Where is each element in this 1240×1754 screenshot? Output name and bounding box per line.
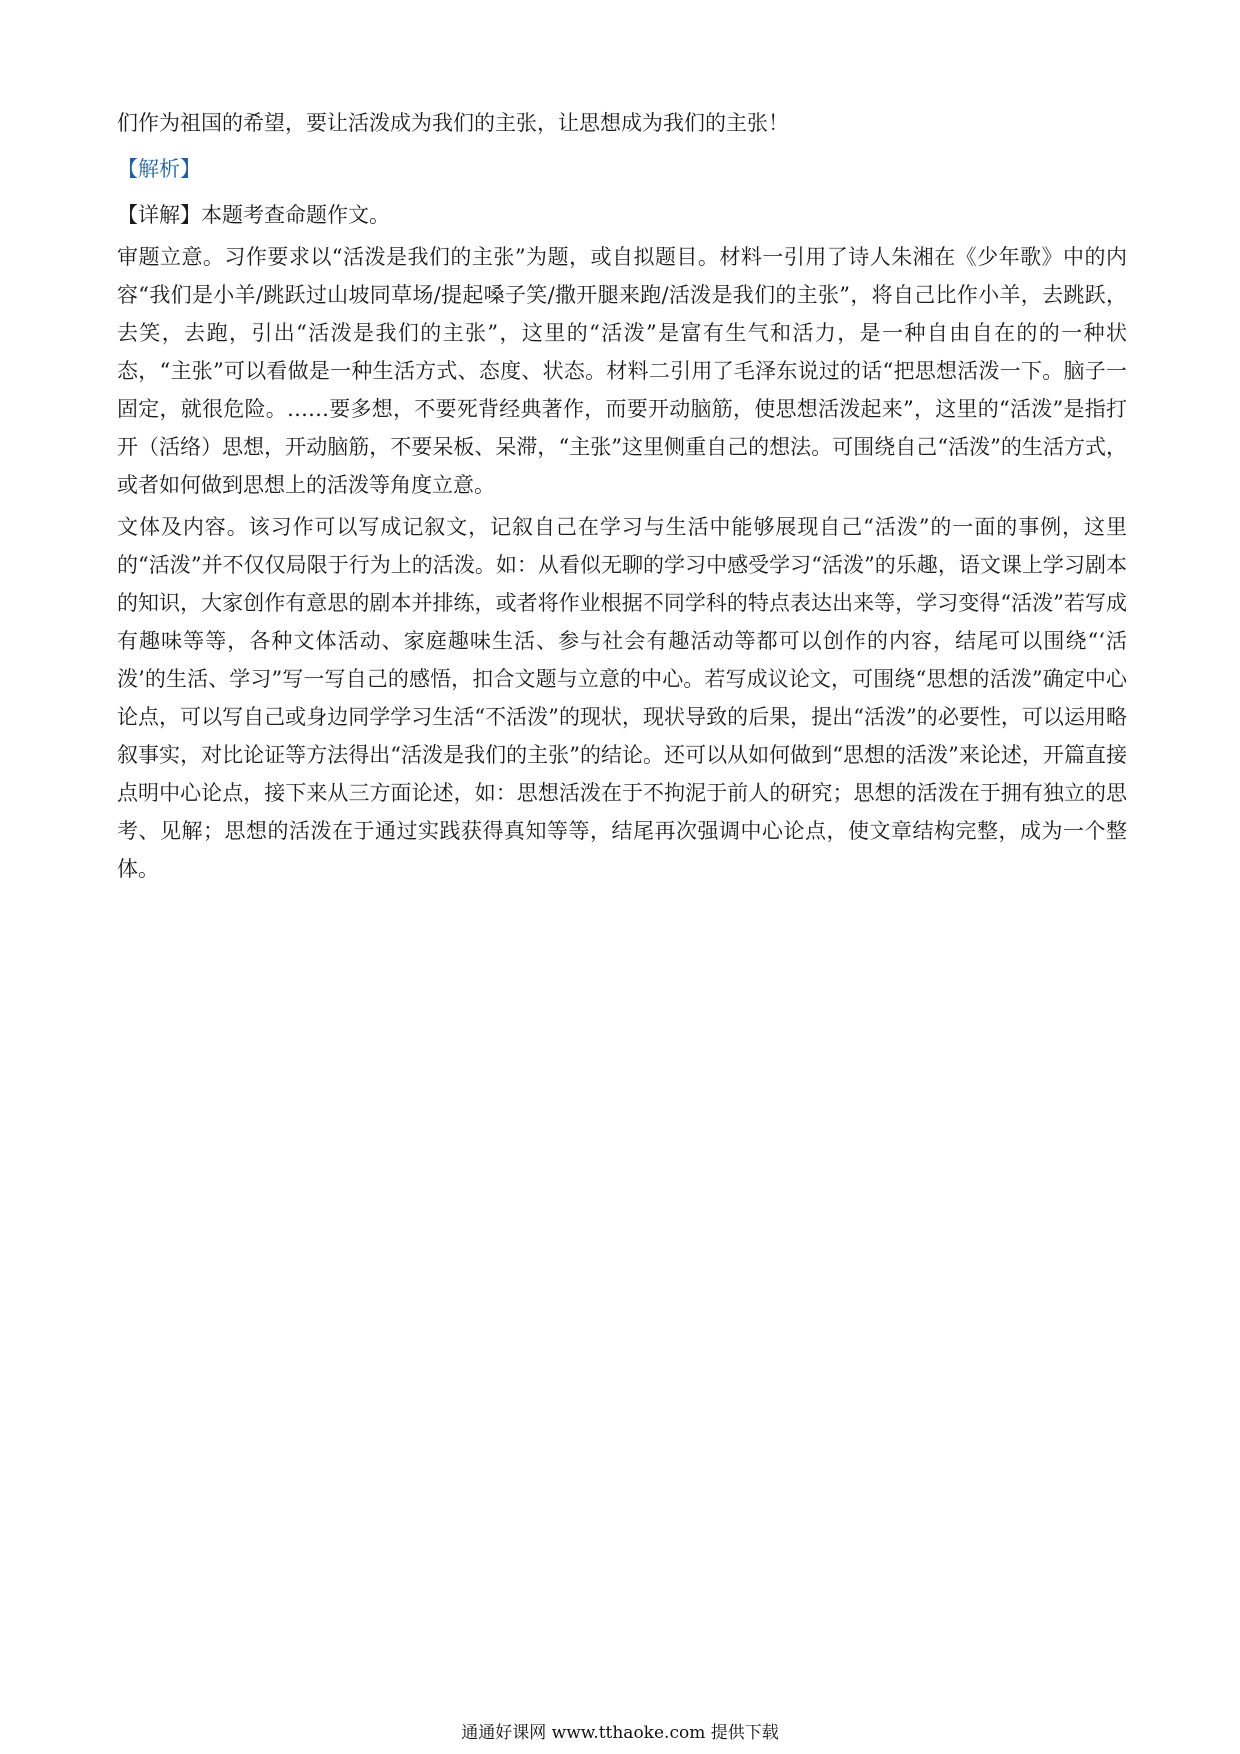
page-footer: 通通好课网 www.tthaoke.com 提供下载 — [461, 1723, 779, 1743]
detail-line: 【详解】本题考查命题作文。 — [117, 203, 390, 227]
document-body — [117, 104, 1127, 892]
analysis-heading: 【解析】 — [117, 157, 201, 181]
paragraph-style-content: 文体及内容。该习作可以写成记叙文，记叙自己在学习与生活中能够展现自己“活泼”的一面的事例，这里的“活泼”并不仅仅局限于行为上的活泼。如：从看似无聊的学习中感受学习“活泼”的乐趣，语文课上学习剧本的知识，大家创作有意思的剧本并排练，或者将作业根据不同学科的特点表达出来等，学习变得“活泼”若写成有趣味等等，各种文体活动、家庭趣味生活、参与社会有趣活动等都可以创作的内容，结尾可以围绕“‘活泼’的生活、学习”写一写自己的感悟，扣合文题与立意的中心。若写成议论文，可围绕“思想的活泼”确定中心论点，可以写自己或身边同学学习生活“不活泼”的现状，现状导致的后果，提出“活泼”的必要性，可以运用略叙事实，对比论证等方法得出“活泼是我们的主张”的结论。还可以从如何做到“思想的活泼”来论述，开篇直接点明中心论点，接下来从三方面论述，如：思想活泼在于不拘泥于前人的研究；思想的活泼在于拥有独立的思考、见解；思想的活泼在于通过实践获得真知等等，结尾再次强调中心论点，使文章结构完整，成为一个整体。 — [117, 515, 1127, 881]
paragraph-topic-analysis: 审题立意。习作要求以“活泼是我们的主张”为题，或自拟题目。材料一引用了诗人朱湘在《少年歌》中的内容“我们是小羊/跳跃过山坡同草场/提起嗓子笑/撒开腿来跑/活泼是我们的主张”，将自己比作小羊，去跳跃，去笑，去跑，引出“活泼是我们的主张”，这里的“活泼”是富有生气和活力，是一种自由自在的的一种状态，“主张”可以看做是一种生活方式、态度、状态。材料二引用了毛泽东说过的话“把思想活泼一下。脑子一固定，就很危险。……要多想，不要死背经典著作，而要开动脑筋，使思想活泼起来”，这里的“活泼”是指打开（活络）思想，开动脑筋，不要呆板、呆滞，“主张”这里侧重自己的想法。可围绕自己“活泼”的生活方式，或者如何做到思想上的活泼等角度立意。 — [117, 245, 1127, 497]
lead-line: 们作为祖国的希望，要让活泼成为我们的主张，让思想成为我们的主张！ — [117, 111, 789, 135]
